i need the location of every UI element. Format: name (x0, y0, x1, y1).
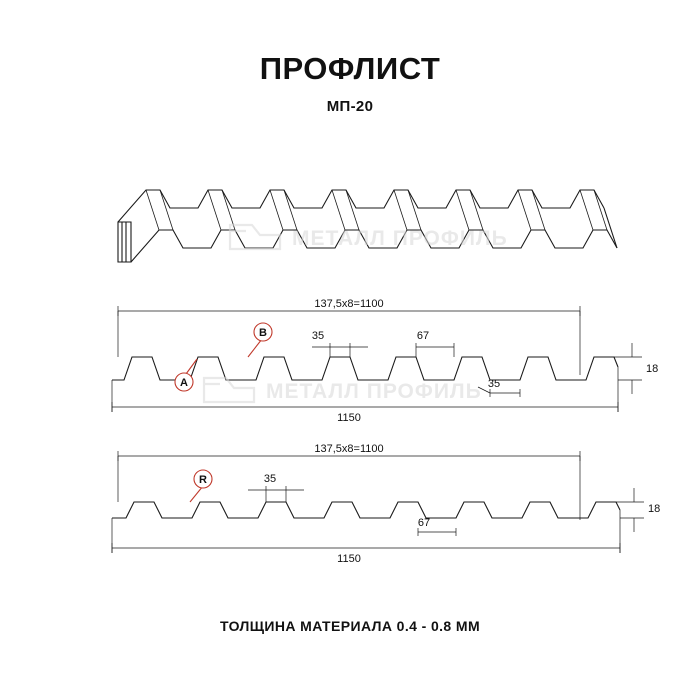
thickness-note: ТОЛЩИНА МАТЕРИАЛА 0.4 - 0.8 ММ (219, 618, 481, 634)
dim-rib-35-a: 35 (311, 330, 325, 342)
model-label: МП-20 (326, 98, 374, 116)
dim-flat-67-a: 67 (416, 330, 430, 342)
dim-total-1150-a: 1150 (337, 412, 361, 424)
balloon-b (248, 323, 272, 357)
section-view-a (0, 295, 700, 430)
balloon-b-label: B (259, 327, 267, 339)
section-view-r (0, 440, 700, 575)
dim-flat-67-r: 67 (417, 517, 431, 529)
watermark-text-2: МЕТАЛЛ ПРОФИЛЬ (266, 380, 482, 403)
watermark-text: МЕТАЛЛ ПРОФИЛЬ (292, 227, 508, 250)
dim-rib-35-right-a: 35 (487, 378, 501, 390)
dim-rib-35-r: 35 (263, 473, 277, 485)
balloon-r (190, 470, 212, 502)
dim-height-18-r: 18 (648, 503, 661, 515)
dim-height-18-a: 18 (646, 363, 659, 375)
dim-top-span-r: 137,5x8=1100 (314, 443, 384, 455)
balloon-a-label: A (180, 377, 188, 389)
page-title: ПРОФЛИСТ (259, 51, 441, 86)
isometric-view (0, 150, 700, 285)
dim-total-1150-r: 1150 (337, 553, 361, 565)
balloon-r-label: R (199, 474, 207, 486)
balloon-a (175, 359, 197, 391)
dim-top-span-a: 137,5x8=1100 (314, 298, 384, 310)
title-block (0, 52, 700, 115)
